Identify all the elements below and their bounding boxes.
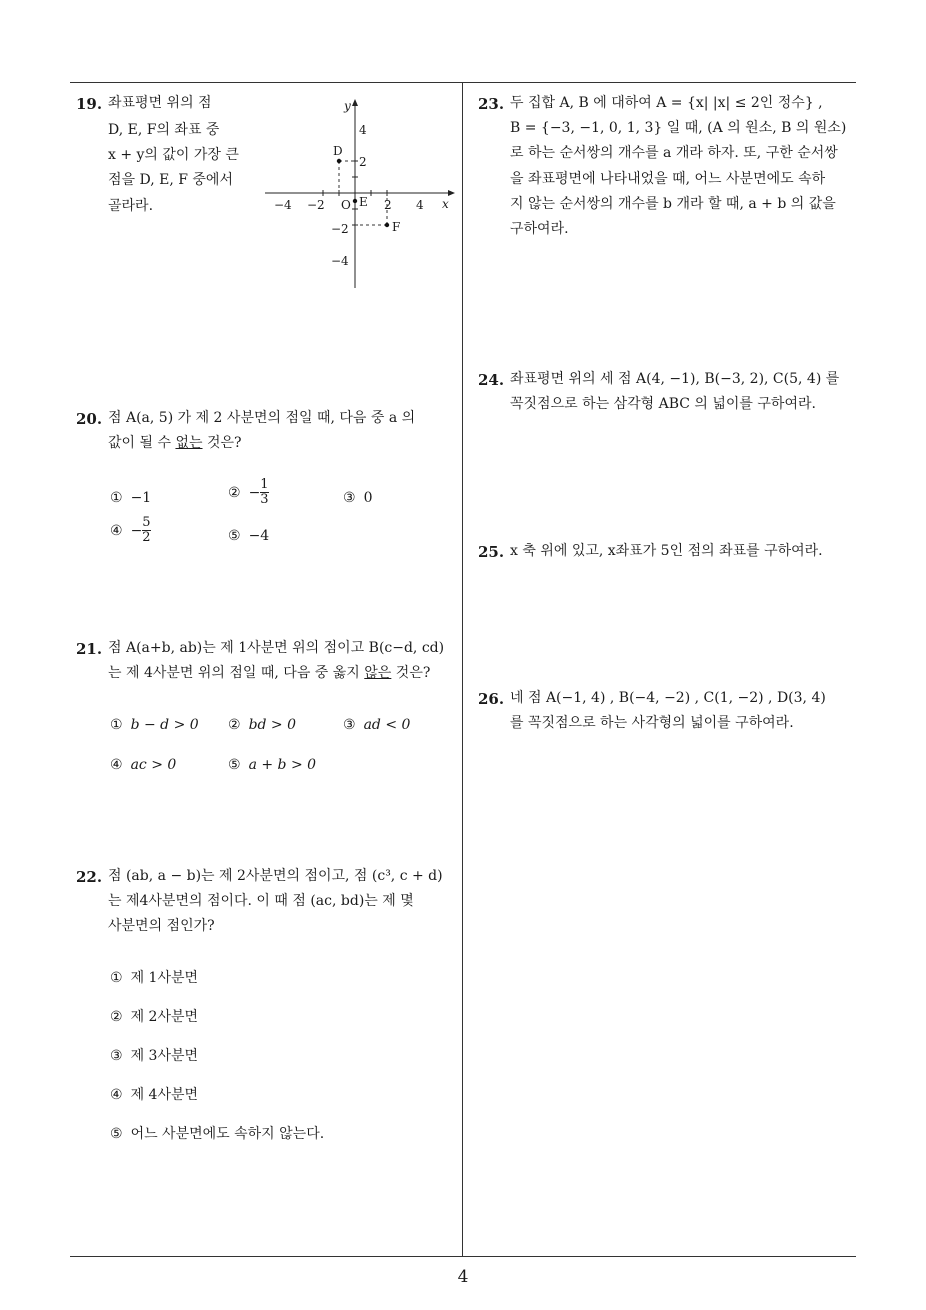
- choice-mark: ②: [110, 1009, 123, 1025]
- choice-text: 제 4사분면: [130, 1087, 199, 1103]
- answer-choices: [110, 966, 450, 1146]
- question-line: 구하여라.: [510, 220, 569, 237]
- numerator: 5: [142, 515, 151, 530]
- question-23: [478, 91, 860, 242]
- numerator: 1: [260, 477, 269, 492]
- question-line: 점 (ab, a − b)는 제 2사분면의 점이고, 점 (c³, c + d): [108, 868, 443, 884]
- question-line: 네 점 A(−1, 4) , B(−4, −2) , C(1, −2) , D(3, 4): [510, 690, 826, 706]
- choice-text: bd > 0: [248, 717, 297, 733]
- choice-mark: ①: [110, 490, 123, 506]
- choice-mark: ⑤: [110, 1126, 123, 1142]
- question-line: 두 집합 A, B 에 대하여 A = {x| |x| ≤ 2인 정수} ,: [510, 95, 823, 111]
- column-divider: [462, 82, 463, 1256]
- point-label: D: [333, 144, 343, 158]
- choice-5[interactable]: [228, 753, 316, 778]
- question-line: 를 꼭짓점으로 하는 사각형의 넓이를 구하여라.: [510, 715, 794, 732]
- bottom-rule: [70, 1256, 856, 1257]
- choice-5[interactable]: [110, 1122, 324, 1147]
- choice-text: −1: [130, 490, 152, 506]
- underlined-word: 않은: [364, 665, 392, 682]
- page-number: 4: [457, 1267, 469, 1287]
- question-text: [108, 91, 248, 118]
- y-tick-label: −4: [331, 254, 349, 268]
- point-label: E: [359, 195, 368, 209]
- choice-mark: ⑤: [228, 757, 241, 773]
- choice-mark: ②: [228, 484, 241, 501]
- question-24: [478, 367, 860, 417]
- text-segment: 값이 될 수: [108, 435, 176, 452]
- choice-text: ad < 0: [363, 717, 411, 733]
- choice-2[interactable]: [110, 1005, 198, 1030]
- question-line: x + y의 값이 가장 큰: [108, 147, 239, 164]
- text-segment: 는 제 4사분면 위의 점일 때, 다음 중 옳지: [108, 665, 365, 682]
- choice-mark: ④: [110, 1087, 123, 1103]
- choice-mark: ③: [343, 490, 356, 506]
- y-tick-label: 2: [359, 155, 367, 169]
- x-axis-arrow-icon: [448, 190, 455, 196]
- fraction: [142, 516, 150, 546]
- question-26: [478, 686, 860, 736]
- choice-text: 제 2사분면: [130, 1009, 199, 1025]
- question-line: 꼭짓점으로 하는 삼각형 ABC 의 넓이를 구하여라.: [510, 396, 816, 413]
- point-f: [385, 223, 389, 227]
- y-axis-label: y: [344, 99, 351, 113]
- question-line: 을 좌표평면에 나타내었을 때, 어느 사분면에도 속하: [510, 170, 826, 187]
- choice-text: −4: [248, 528, 270, 544]
- coordinate-plane: [260, 96, 460, 296]
- choice-2[interactable]: [228, 713, 296, 738]
- question-text: [108, 636, 456, 686]
- choice-1[interactable]: [110, 713, 199, 738]
- question-line: 사분면의 점인가?: [108, 918, 215, 935]
- question-text-continued: [76, 118, 248, 219]
- choice-4[interactable]: [110, 1083, 198, 1108]
- question-22: [76, 864, 456, 940]
- fraction: [260, 478, 268, 508]
- question-line: 점 A(a, 5) 가 제 2 사분면의 점일 때, 다음 중 a 의: [108, 410, 416, 426]
- question-line: 좌표평면 위의 세 점 A(4, −1), B(−3, 2), C(5, 4) 를: [510, 371, 840, 387]
- choice-mark: ④: [110, 522, 123, 539]
- question-line: 좌표평면 위의 점: [108, 95, 212, 111]
- question-text: [510, 686, 860, 736]
- denominator: 2: [142, 530, 151, 546]
- denominator: 3: [260, 492, 269, 508]
- choice-4[interactable]: [110, 516, 151, 546]
- question-line: 점을 D, E, F 중에서: [108, 172, 233, 189]
- choice-3[interactable]: [110, 1044, 198, 1069]
- x-tick-label: 4: [416, 198, 424, 212]
- choice-text: 어느 사분면에도 속하지 않는다.: [130, 1126, 325, 1142]
- question-line: 로 하는 순서쌍의 개수를 a 개라 하자. 또, 구한 순서쌍: [510, 145, 838, 162]
- choice-text: a + b > 0: [248, 757, 317, 773]
- choice-3[interactable]: [343, 713, 410, 738]
- question-text: [510, 367, 860, 417]
- question-number: 22.: [76, 868, 103, 886]
- question-line: 점 A(a+b, ab)는 제 1사분면 위의 점이고 B(c−d, cd): [108, 640, 445, 656]
- question-25: [478, 539, 860, 566]
- choice-mark: ②: [228, 717, 241, 733]
- text-segment: 것은?: [391, 665, 431, 682]
- choice-mark: ③: [110, 1048, 123, 1064]
- choice-text: ac > 0: [130, 757, 177, 773]
- y-axis-arrow-icon: [352, 99, 358, 106]
- answer-choices: [110, 713, 450, 783]
- question-line: B = {−3, −1, 0, 1, 3} 일 때, (A 의 원소, B 의 원소): [510, 120, 847, 137]
- choice-text: 제 3사분면: [130, 1048, 199, 1064]
- x-tick-label: 2: [384, 198, 392, 212]
- question-number: 23.: [478, 95, 505, 113]
- fraction-sign: −: [248, 484, 261, 501]
- choice-mark: ①: [110, 970, 123, 986]
- x-axis-label: x: [442, 197, 449, 211]
- question-number: 25.: [478, 543, 505, 561]
- choice-mark: ④: [110, 757, 123, 773]
- question-20: [76, 406, 456, 456]
- question-line: D, E, F의 좌표 중: [108, 122, 220, 138]
- question-text: [108, 864, 456, 940]
- text-segment: 것은?: [202, 435, 242, 452]
- question-line: [108, 431, 456, 456]
- question-text: [510, 539, 860, 566]
- question-number: 26.: [478, 690, 505, 708]
- choice-5[interactable]: [228, 524, 269, 549]
- x-tick-label: −2: [307, 198, 325, 212]
- question-text: [510, 91, 860, 242]
- question-number: 20.: [76, 410, 103, 428]
- choice-text: 제 1사분면: [130, 970, 199, 986]
- origin-label: O: [341, 198, 351, 212]
- point-d: [337, 159, 341, 163]
- question-number: 24.: [478, 371, 505, 389]
- points: [333, 144, 400, 234]
- underlined-word: 없는: [175, 435, 203, 452]
- question-21: [76, 636, 456, 686]
- choice-mark: ①: [110, 717, 123, 733]
- point-label: F: [392, 220, 401, 234]
- question-text: [108, 406, 456, 456]
- choice-1[interactable]: [110, 966, 198, 991]
- point-e: [353, 199, 357, 203]
- choice-text: 0: [363, 490, 373, 506]
- answer-choices: [110, 478, 450, 558]
- choice-1[interactable]: [110, 486, 151, 511]
- fraction-sign: −: [130, 522, 143, 539]
- choice-3[interactable]: [343, 486, 372, 511]
- choice-mark: ⑤: [228, 528, 241, 544]
- top-rule: [70, 82, 856, 83]
- y-tick-label: 4: [359, 123, 367, 137]
- question-line: x 축 위에 있고, x좌표가 5인 점의 좌표를 구하여라.: [510, 543, 823, 559]
- question-number: 21.: [76, 640, 103, 658]
- choice-text: b − d > 0: [130, 717, 199, 733]
- question-19: [76, 91, 248, 219]
- choice-4[interactable]: [110, 753, 176, 778]
- question-line: [108, 661, 456, 686]
- question-line: 는 제4사분면의 점이다. 이 때 점 (ac, bd)는 제 몇: [108, 893, 414, 910]
- question-line: 골라라.: [108, 197, 154, 214]
- choice-mark: ③: [343, 717, 356, 733]
- question-line: 지 않는 순서쌍의 개수를 b 개라 할 때, a + b 의 값을: [510, 195, 836, 212]
- x-tick-label: −4: [274, 198, 292, 212]
- y-tick-label: −2: [331, 222, 349, 236]
- choice-2[interactable]: [228, 478, 269, 508]
- question-number: 19.: [76, 95, 103, 113]
